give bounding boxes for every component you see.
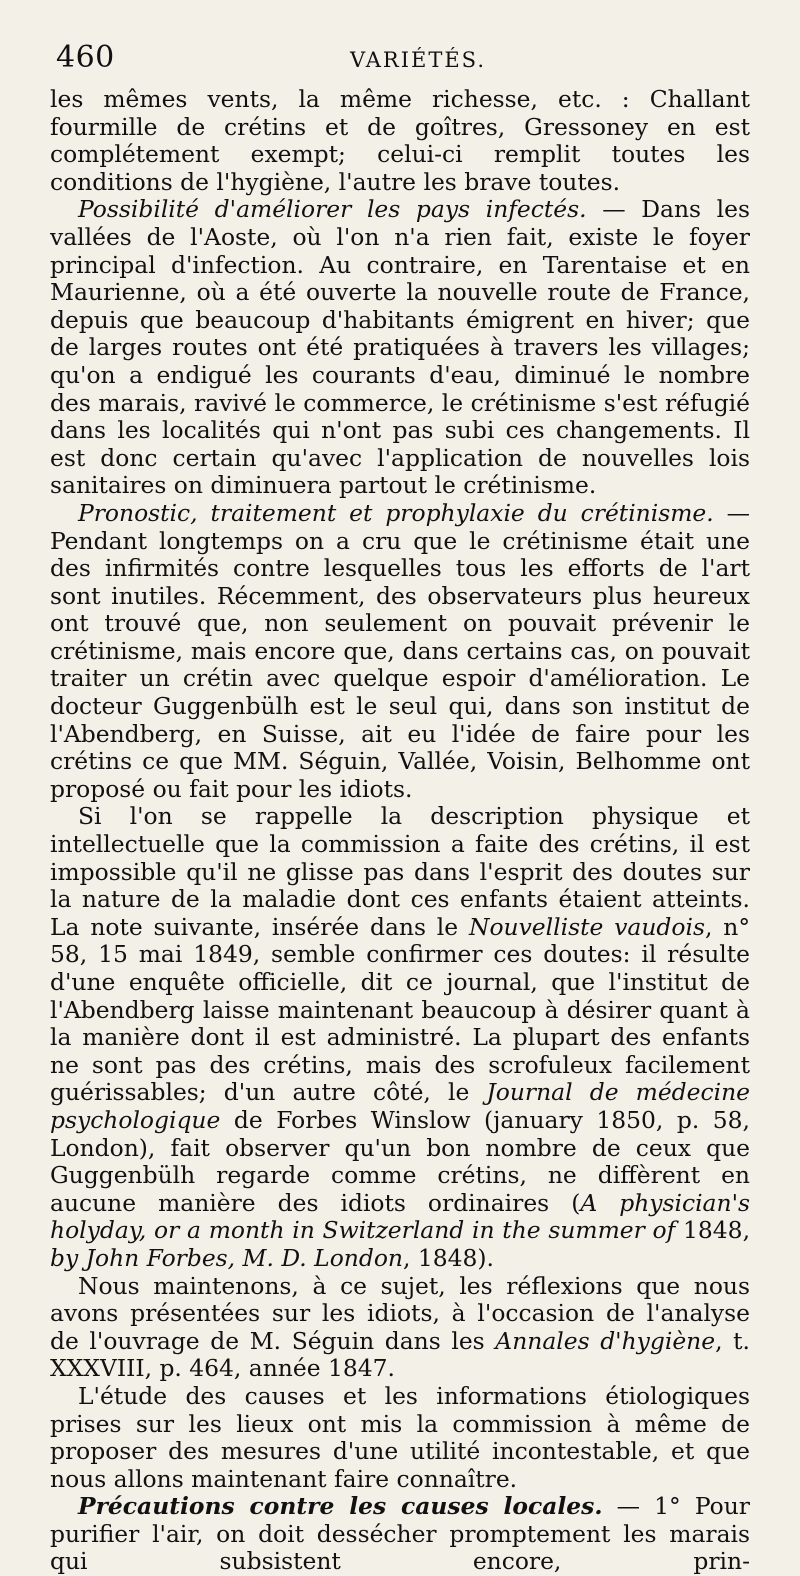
book-title: A physician's holyday, or a month in Switzerland in the summer of [50,1188,751,1245]
paragraph-text: — Dans les vallées de l'Aoste, où l'on n'a rien fait, existe le foyer principal d'infection. Au contraire, en Tarentaise et en Maurienne, où a été ouverte la nouvelle route de France, depuis que beaucoup d'habitants émigrent en hiver; que de larges routes ont été pratiquées à travers les villages; qu'on a endigué les courants d'eau, diminué le nombre des marais, ravivé le commerce, le crétinisme s'est réfugié dans les localités qui n'ont pas subi ces changements. Il est donc certain qu'avec l'application de nouvelles lois sanitaires on diminuera partout le crétinisme. [50,195,750,500]
paragraph-7 [50,1493,750,1576]
paragraph-3 [50,500,750,804]
journal-title: Journal de médecine psychologique [50,1078,750,1134]
running-head: VARIÉTÉS. [350,48,486,72]
body-text [50,86,750,1576]
book-author: by John Forbes, M. D. London [50,1243,403,1272]
paragraph-1 [50,86,750,196]
paragraph-4 [50,803,750,1272]
paragraph-text: , t. XXXVIII, p. 464, année 1847. [50,1326,750,1383]
journal-title: Annales d'hygiène [495,1326,716,1355]
paragraph-text: 1848, [675,1216,750,1245]
paragraph-text: de Forbes Winslow (january 1850, p. 58, London), fait observer qu'un bon nombre de ceux que Guggenbülh regarde comme crétins, ne diffèrent en aucune manière des idiots ordinaires ( [50,1105,750,1217]
paragraph-text: — Pendant longtemps on a cru que le crétinisme était une des infirmités contre lesquelles tous les efforts de l'art sont inutiles. Récemment, des observateurs plus heureux ont trouvé que, non seulement on pouvait prévenir le crétinisme, mais encore que, dans certains cas, on pouvait traiter un crétin avec quelque espoir d'amélioration. Le docteur Guggenbülh est le seul qui, dans son institut de l'Abendberg, en Suisse, ait eu l'idée de faire pour les crétins ce que MM. Séguin, Vallée, Voisin, Belhomme ont proposé ou fait pour les idiots. [50,498,751,803]
paragraph-text: , n° 58, 15 mai 1849, semble confirmer ces doutes: il résulte d'une enquête officielle, dit ce journal, que l'institut de l'Abendberg laisse maintenant beaucoup à désirer quant à la manière dont il est administré. La plupart des enfants ne sont pas des crétins, mais des scrofuleux facilement guérissables; d'un autre côté, le [50,912,751,1107]
paragraph-lead: Possibilité d'améliorer les pays infectés. [78,195,587,224]
paragraph-2 [50,196,750,500]
page-header [50,40,750,86]
paragraph-text: Nous maintenons, à ce sujet, les réflexions que nous avons présentées sur les idiots, à l'occasion de l'analyse de l'ouvrage de M. Séguin dans les [50,1271,750,1355]
paragraph-text: L'étude des causes et les informations étiologiques prises sur les lieux ont mis la commission à même de proposer des mesures d'une utilité incontestable, et que nous allons maintenant faire connaître. [50,1381,750,1493]
paragraph-lead: Pronostic, traitement et prophylaxie du crétinisme. [78,498,714,527]
paragraph-6 [50,1383,750,1493]
paragraph-lead: Précautions contre les causes locales. [78,1492,603,1521]
page-number: 460 [56,40,115,75]
paragraph-text: , 1848). [402,1243,494,1272]
paragraph-text: Si l'on se rappelle la description physique et intellectuelle que la commission a faite des crétins, il est impossible qu'il ne glisse pas dans l'esprit des doutes sur la nature de la maladie dont ces enfants étaient atteints. La note suivante, insérée dans le [50,802,750,941]
paragraph-text: — 1° Pour purifier l'air, on doit dessécher promptement les marais qui subsistent encore, prin- [50,1492,750,1576]
paragraph-5 [50,1273,750,1383]
paragraph-text: les mêmes vents, la même richesse, etc. : Challant fourmille de crétins et de goîtres, Gressoney en est complétement exempt; celui-ci remplit toutes les conditions de l'hygiène, l'autre les brave toutes. [50,85,750,196]
journal-title: Nouvelliste vaudois [468,912,705,941]
